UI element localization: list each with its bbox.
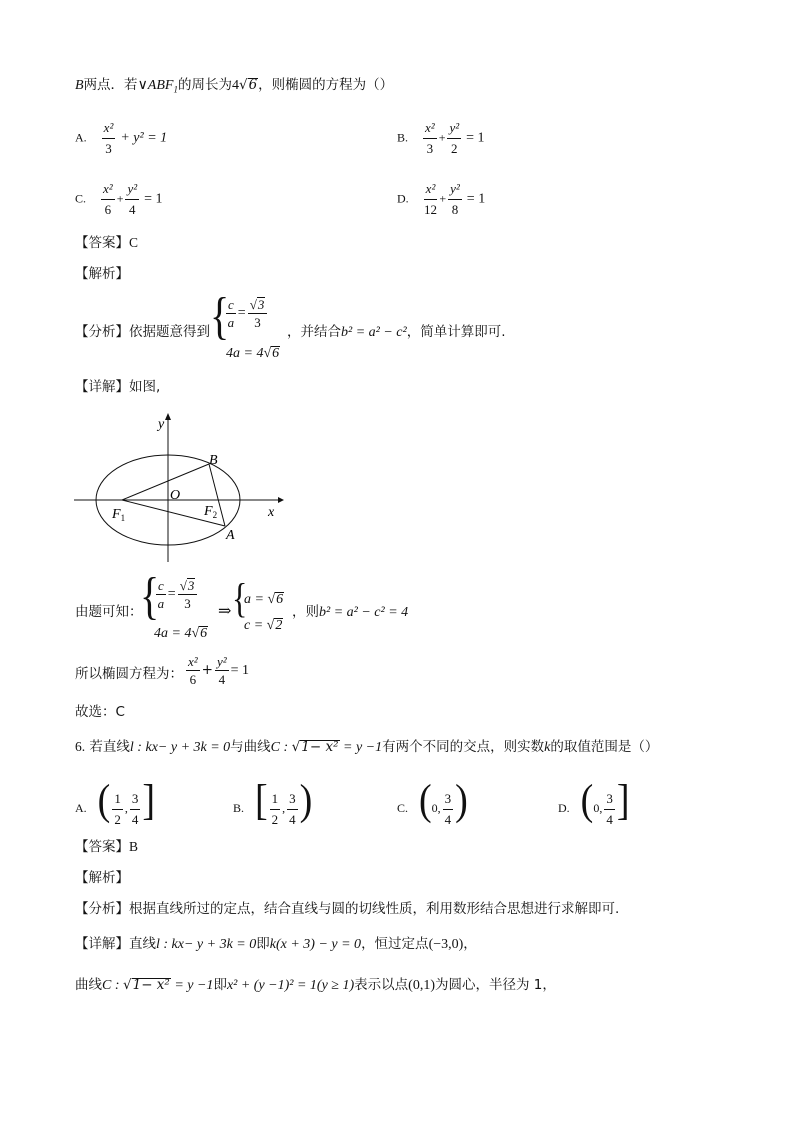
q6-option-d[interactable]: D. (0, $\frac{3}{4}$ ] <box>558 775 630 827</box>
q5-option-b[interactable]: B. $\frac{\text{x²}}{3}$ + $\frac{\text{y²}}{2}$ = 1 <box>397 120 485 156</box>
label-o: O <box>170 488 181 503</box>
q5-option-a[interactable]: A. $\frac{\text{x²}}{3}$ + y² = 1 <box>75 120 168 156</box>
result-a: a = √6 <box>244 592 284 607</box>
q5-detail: 【详解】如图, <box>75 379 161 395</box>
q6-option-b[interactable]: B. [ $\frac{1}{2}$ , $\frac{3}{4}$ ) <box>233 775 313 827</box>
q5-known-label: 由题可知： <box>75 604 143 620</box>
known-brace: { <box>140 566 160 625</box>
q5-equation-label: 所以椭圆方程为： <box>75 666 183 682</box>
label-x: x <box>268 505 275 520</box>
result-c: c = √2 <box>244 618 283 633</box>
implies-arrow: ⇒ <box>218 603 232 620</box>
q5-analysis-tag: 【解析】 <box>75 266 129 282</box>
segment-f1-b <box>122 464 209 500</box>
q5-fenxi-eq2: 4a = 4√6 <box>226 346 280 361</box>
q6-fenxi: 【分析】根据直线所过的定点，结合直线与圆的切线性质，利用数形结合思想进行求解即可. <box>75 901 620 917</box>
point-b: B <box>75 78 84 93</box>
q5-equation: $\frac{\text{x²}}{6}$ + $\frac{\text{y²}}{4}$ = 1 <box>188 654 250 687</box>
q6-detail-line1: 【详解】直线l : kx− y + 3k = 0即k(x + 3) − y = 0，恒过定点(−3,0)， <box>75 936 477 952</box>
q6-stem: 6. 若直线l : kx− y + 3k = 0与曲线C : √1− x² = y −1有两个不同的交点，则实数k的取值范围是（） <box>75 739 659 755</box>
q6-option-a[interactable]: A. ( $\frac{1}{2}$ , $\frac{3}{4}$ ] <box>75 775 155 827</box>
q5-fenxi-brace: { <box>210 286 230 345</box>
label-y: y <box>158 417 165 432</box>
q5-fenxi-tail: ，并结合b² = a² − c²，简单计算即可. <box>287 324 506 340</box>
known-eq1: $\frac{c}{a}$ = $\frac{√3}{3}$ <box>154 578 199 610</box>
x-axis-arrow <box>278 497 284 503</box>
result-brace: { <box>232 574 248 622</box>
q6-detail-line2: 曲线C : √1− x² = y −1即x² + (y −1)² = 1(y ≥ 1)表示以点(0,1)为圆心，半径为 1， <box>75 977 556 993</box>
q6-analysis-tag: 【解析】 <box>75 870 129 886</box>
q5-stem-tail: B两点．若$\vee ABF_1$的周长为4√6，则椭圆的方程为（） <box>75 77 394 95</box>
q5-option-c[interactable]: C. $\frac{\text{x²}}{6}$ + $\frac{\text{y²}}{4}$ = 1 <box>75 181 163 217</box>
q5-fenxi-eq1: $\frac{c}{a}$ = $\frac{√3}{3}$ <box>224 297 269 329</box>
q5-choose: 故选：C <box>75 704 125 720</box>
label-b: B <box>209 453 218 468</box>
q5-option-d[interactable]: D. $\frac{\text{x²}}{12}$ + $\frac{\text{y²}}{8}$ = 1 <box>397 181 486 217</box>
q5-fenxi-label: 【分析】依据题意得到 <box>75 324 210 340</box>
y-axis-arrow <box>165 413 171 420</box>
label-a: A <box>226 528 235 543</box>
known-eq2: 4a = 4√6 <box>154 626 208 641</box>
label-f1: $F_1$ <box>112 507 126 523</box>
q5-answer: 【答案】C <box>75 235 139 251</box>
ellipse-figure <box>70 408 285 568</box>
then-b2: ，则b² = a² − c² = 4 <box>292 604 409 620</box>
q6-answer: 【答案】B <box>75 839 139 855</box>
q6-option-c[interactable]: C. (0, $\frac{3}{4}$ ) <box>397 775 468 827</box>
label-f2: $F_2$ <box>204 504 218 520</box>
